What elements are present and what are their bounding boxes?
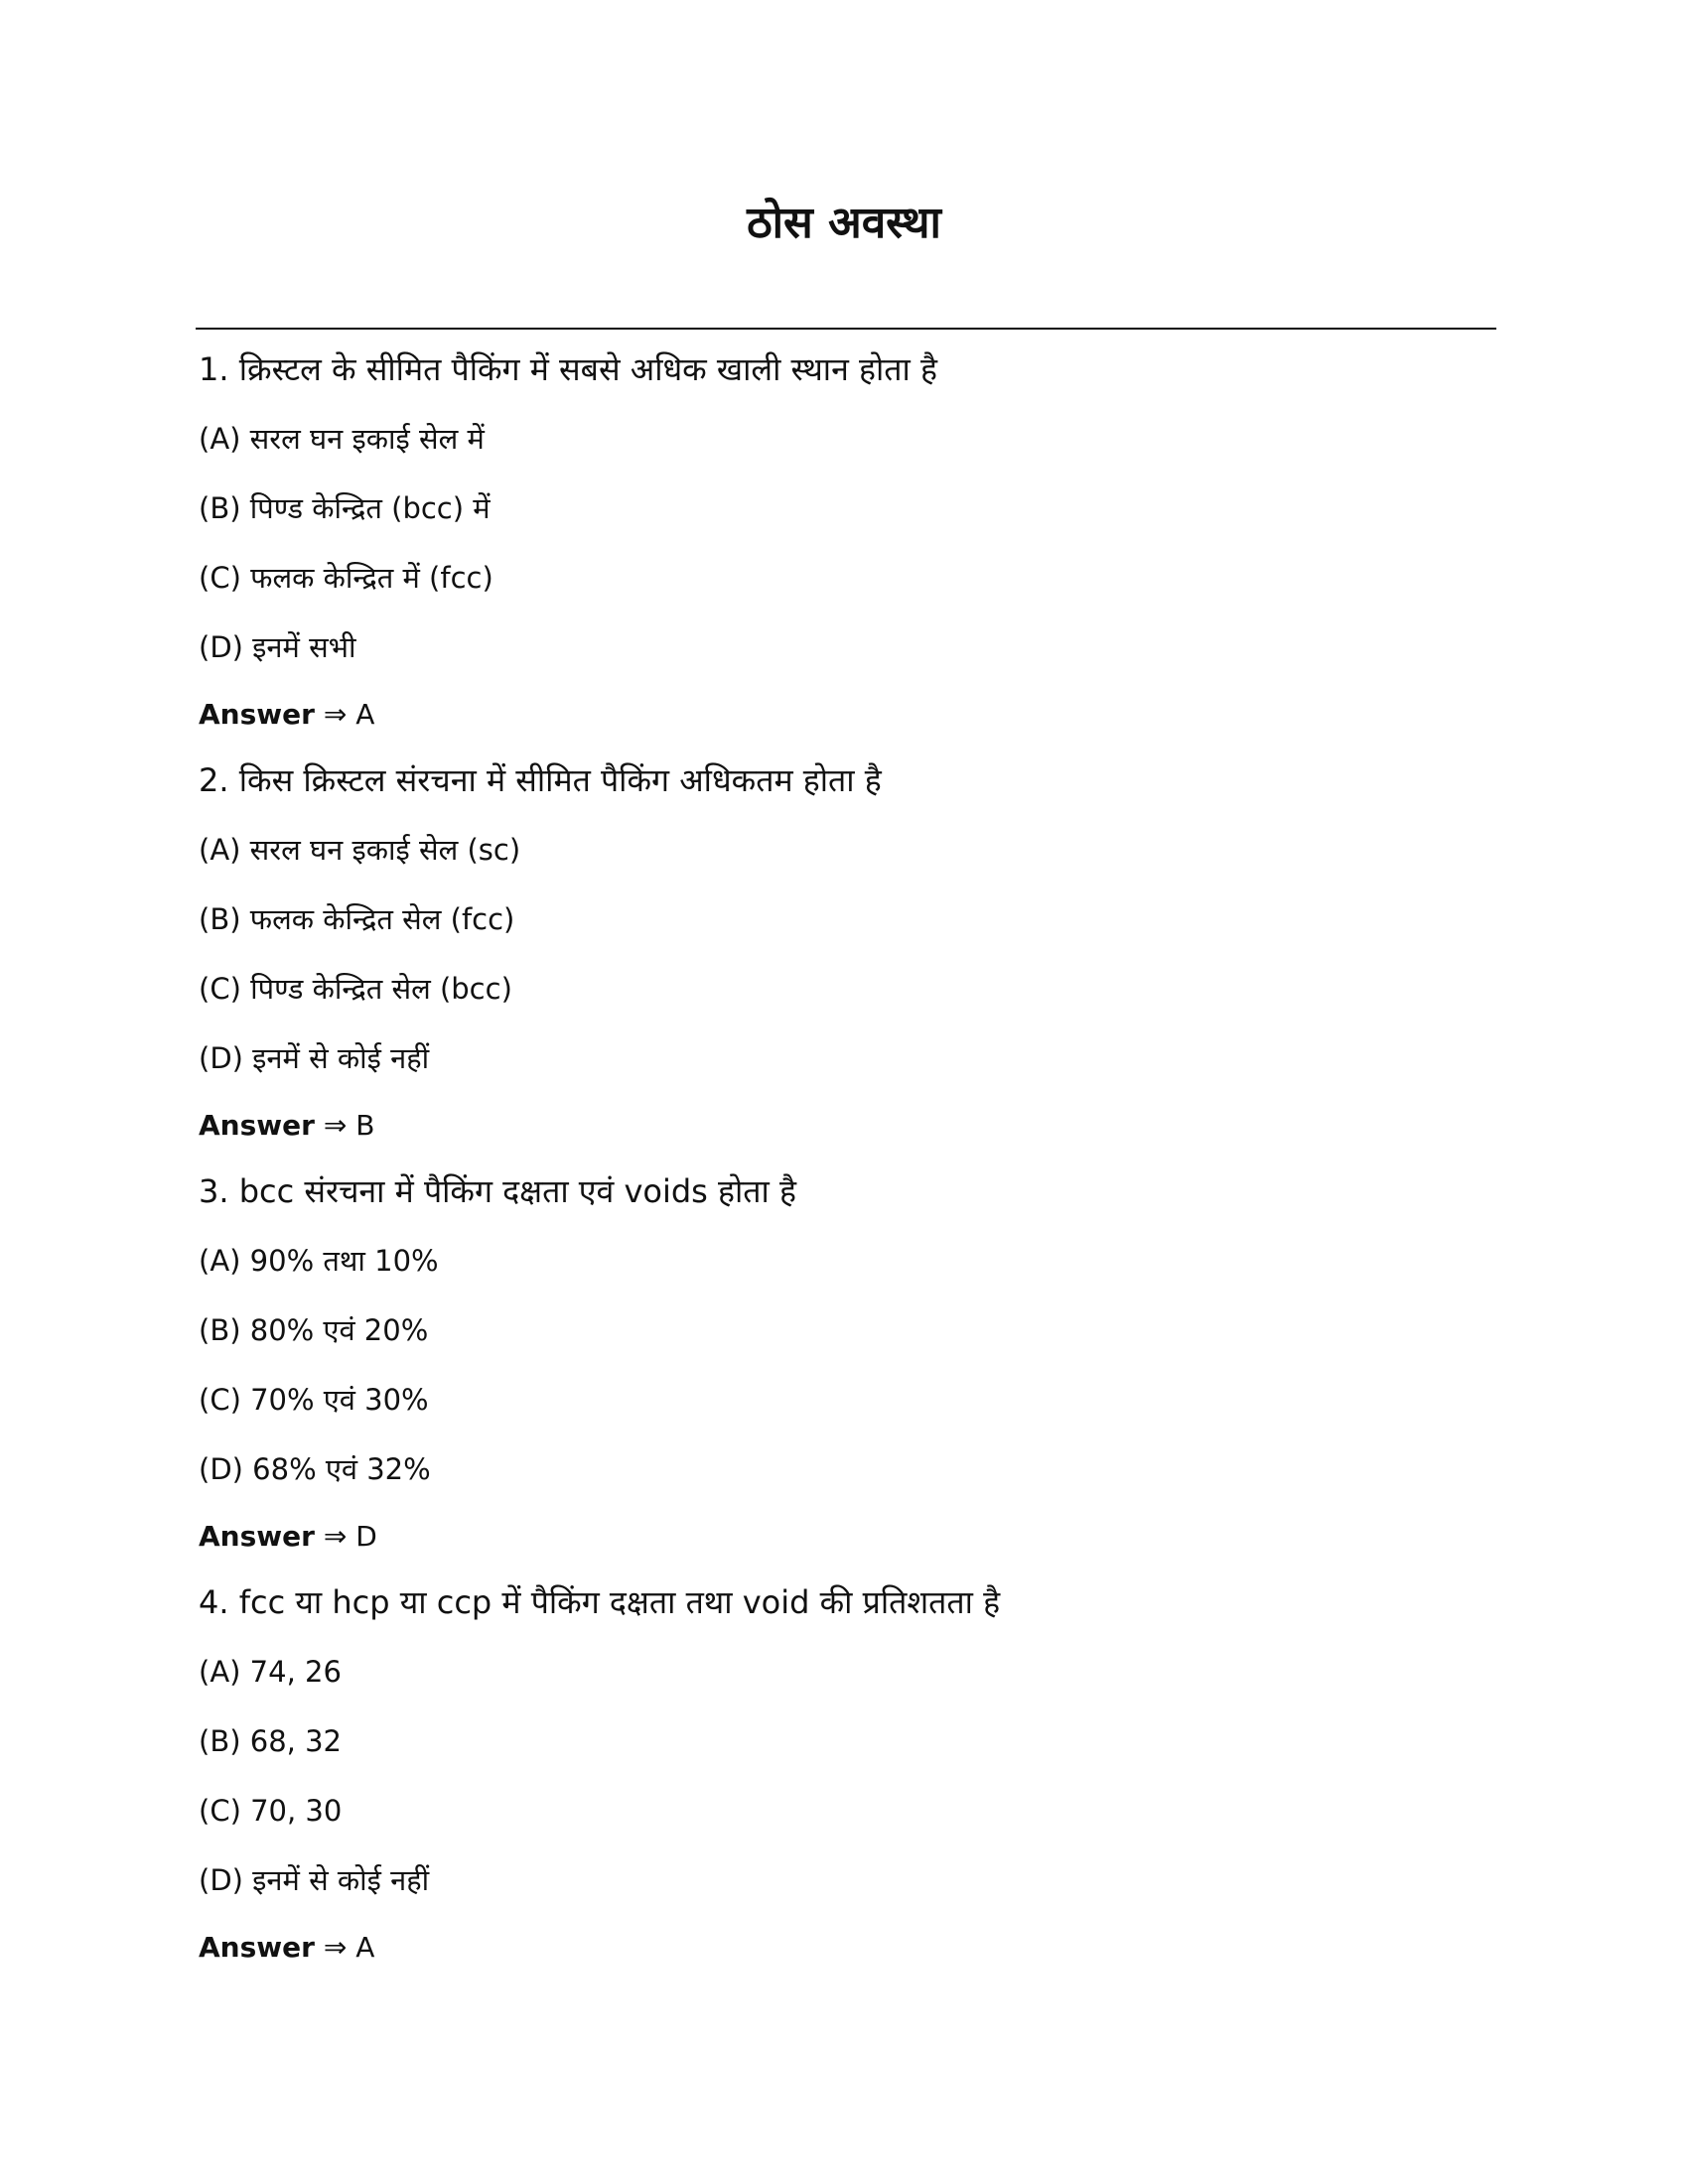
question-block [199,1580,1489,1968]
option-a: (A) सरल घन इकाई सेल में [199,422,485,456]
option-c: (C) फलक केन्द्रित में (fcc) [199,561,493,595]
answer-value: B [355,1109,375,1142]
answer-value: A [355,698,375,731]
option-d: (D) इनमें से कोई नहीं [199,1863,430,1897]
option-a: (A) 74, 26 [199,1655,342,1689]
option-a: (A) सरल घन इकाई सेल (sc) [199,833,521,867]
option-d: (D) इनमें से कोई नहीं [199,1041,430,1075]
answer-line [199,1928,1489,1968]
option-c: (C) 70% एवं 30% [199,1383,429,1417]
option-b: (B) पिण्ड केन्द्रित (bcc) में [199,491,491,525]
answer-label: Answer [199,1931,315,1964]
question-text: 2. किस क्रिस्टल संरचना में सीमित पैकिंग अधिकतम होता है [199,761,882,799]
answer-arrow: ⇒ [323,1520,348,1553]
answer-value: A [355,1931,375,1964]
question-text: 1. क्रिस्टल के सीमित पैकिंग में सबसे अधिक खाली स्थान होता है [199,350,937,388]
page-title: ठोस अवस्था [747,198,941,248]
option-b: (B) फलक केन्द्रित सेल (fcc) [199,902,515,936]
question-block [199,758,1489,1146]
answer-arrow: ⇒ [323,1931,348,1964]
answer-label: Answer [199,1109,315,1142]
question-text: 3. bcc संरचना में पैकिंग दक्षता एवं voids होता है [199,1172,797,1210]
question-block [199,1169,1489,1557]
option-a: (A) 90% तथा 10% [199,1244,439,1278]
title-divider [196,328,1496,330]
question-block [199,347,1489,735]
option-d: (D) इनमें सभी [199,630,356,664]
answer-line [199,1106,1489,1146]
option-b: (B) 80% एवं 20% [199,1313,429,1347]
answer-value: D [355,1520,377,1553]
answer-label: Answer [199,698,315,731]
option-c: (C) 70, 30 [199,1794,343,1828]
question-text: 4. fcc या hcp या ccp में पैकिंग दक्षता तथा void की प्रतिशतता है [199,1583,1001,1621]
option-b: (B) 68, 32 [199,1724,342,1758]
answer-arrow: ⇒ [323,1109,348,1142]
option-d: (D) 68% एवं 32% [199,1452,431,1486]
answer-line [199,1517,1489,1557]
answer-line [199,695,1489,735]
option-c: (C) पिण्ड केन्द्रित सेल (bcc) [199,972,512,1006]
question-list [199,347,1489,1991]
answer-label: Answer [199,1520,315,1553]
answer-arrow: ⇒ [323,698,348,731]
